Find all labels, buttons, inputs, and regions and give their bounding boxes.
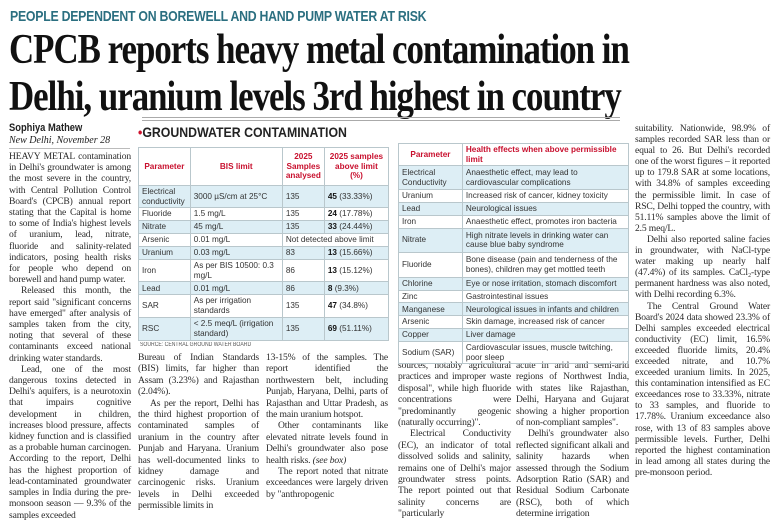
- header-bis-limit: BIS limit: [190, 148, 282, 186]
- cell-health-effect: Anaesthetic effect, may lead to cardiovascular complications: [462, 166, 628, 190]
- table-row: [139, 260, 389, 282]
- cell-parameter: Nitrate: [139, 221, 191, 234]
- article-column-3: [266, 352, 388, 499]
- health-effects-table: [398, 143, 629, 364]
- divider: [142, 117, 620, 121]
- cell-health-effect: Eye or nose irritation, stomach discomfort: [462, 277, 628, 290]
- table-row: [399, 290, 629, 303]
- cell-above: [324, 247, 388, 260]
- count: 13: [327, 265, 337, 275]
- paragraph: 13-15% of the samples. The report identified the northwestern belt, including Punjab, Haryana, Delhi, parts of Rajasthan and Uttar Pradesh, as the main uranium hotspot.: [266, 352, 388, 421]
- percent: (51.11%): [339, 323, 372, 333]
- source-credit: SOURCE: CENTRAL GROUND WATER BOARD: [140, 342, 252, 348]
- cell-limit: 3000 µS/cm at 25°C: [190, 186, 282, 208]
- cell-parameter: Lead: [139, 282, 191, 295]
- percent: (9.3%): [334, 283, 359, 293]
- cell-health-effect: Skin damage, increased risk of cancer: [462, 316, 628, 329]
- cell-samples: 135: [282, 186, 324, 208]
- article-column-4: [398, 360, 511, 520]
- paragraph: HEAVY METAL contamination in Delhi's groundwater is among the most severe in the country, with Central Pollution Control Board's (CPCB) annual report stating that the Capital is home to some of India's highest levels of uranium, lead, nitrate, fluoride and salinity-related indicators, posing health risks for people who depend on borewell and hand pump water.: [9, 151, 131, 286]
- cell-parameter: Fluoride: [399, 252, 463, 277]
- count: 69: [327, 323, 337, 333]
- cell-above: [324, 317, 388, 340]
- article-column-5: [516, 360, 629, 520]
- count: 33: [327, 222, 337, 232]
- count: 8: [327, 283, 333, 293]
- cell-limit: 0.03 mg/L: [190, 247, 282, 260]
- box-title: [138, 124, 347, 140]
- header-parameter: Parameter: [139, 148, 191, 186]
- table-row: [139, 234, 389, 247]
- cell-limit: 1.5 mg/L: [190, 208, 282, 221]
- count: 13: [327, 248, 337, 258]
- cell-above: [324, 186, 388, 208]
- cell-health-effect: Neurological issues in infants and children: [462, 303, 628, 316]
- table-row: [399, 215, 629, 228]
- table-row: [399, 328, 629, 341]
- cell-limit: As per BIS 10500: 0.3 mg/L: [190, 260, 282, 282]
- cell-parameter: Electrical conductivity: [139, 186, 191, 208]
- table-row: [139, 186, 389, 208]
- paragraph: acute in arid and semi-arid regions of Northwest India, with states like Rajasthan, Delhi, Haryana and Gujarat showing a higher proportion of non-compliant samples".: [516, 360, 629, 429]
- headline-line-1: CPCB reports heavy metal contamination in: [9, 27, 629, 73]
- table-row: [139, 282, 389, 295]
- cell-limit: 0.01 mg/L: [190, 234, 282, 247]
- paragraph: Released this month, the report said "significant concerns have emerged" after analysis of samples taken from the city, noting that several of these contaminants exceed national drinking water standards.: [9, 285, 131, 364]
- cell-limit: < 2.5 meq/L (irrigation standard): [190, 317, 282, 340]
- table-row: [399, 252, 629, 277]
- table-row: [139, 295, 389, 317]
- cell-health-effect: High nitrate levels in drinking water can cause blue baby syndrome: [462, 228, 628, 252]
- cell-parameter: Nitrate: [399, 228, 463, 252]
- cell-samples: 83: [282, 247, 324, 260]
- cell-samples: 86: [282, 282, 324, 295]
- table-row: [139, 247, 389, 260]
- cell-parameter: RSC: [139, 317, 191, 340]
- cell-health-effect: Cardiovascular issues, muscle twitching, poor sleep: [462, 341, 628, 363]
- count: 24: [327, 209, 337, 219]
- cell-samples: 135: [282, 317, 324, 340]
- percent: (15.12%): [339, 265, 373, 275]
- percent: (34.8%): [339, 301, 368, 311]
- table-row: [399, 303, 629, 316]
- cell-parameter: Arsenic: [139, 234, 191, 247]
- cell-parameter: Manganese: [399, 303, 463, 316]
- cell-parameter: Iron: [139, 260, 191, 282]
- divider: [9, 148, 130, 149]
- count: 47: [327, 301, 337, 311]
- see-box-note: (see box): [312, 454, 347, 466]
- cell-parameter: Arsenic: [399, 316, 463, 329]
- cell-health-effect: Gastrointestinal issues: [462, 290, 628, 303]
- cell-parameter: Uranium: [399, 190, 463, 203]
- cell-parameter: Electrical Conductivity: [399, 166, 463, 190]
- article-column-1: [9, 151, 131, 521]
- table-row: [399, 166, 629, 190]
- article-column-6: [635, 123, 770, 500]
- paragraph: Bureau of Indian Standards (BIS) limits, far higher than Assam (3.23%) and Rajasthan (2.04%).: [138, 352, 259, 398]
- box-title-text: GROUNDWATER CONTAMINATION: [142, 124, 347, 140]
- cell-health-effect: Anaesthetic effect, promotes iron bacteria: [462, 215, 628, 228]
- table-row: [139, 221, 389, 234]
- cell-above: [324, 221, 388, 234]
- cell-parameter: Zinc: [399, 290, 463, 303]
- table-header-row: [139, 148, 389, 186]
- paragraph: As per the report, Delhi has the third highest proportion of contaminated samples of uranium in the country after Punjab and Haryana. Uranium has well-documented links to kidney damage and carcinogenic risks. Uranium levels in Delhi exceeded permissible limits in: [138, 397, 259, 512]
- count: 45: [327, 191, 337, 201]
- bullet-icon: •: [138, 124, 143, 140]
- paragraph: suitability. Nationwide, 98.9% of samples recorded SAR less than or equal to 26. But Delhi's recorded one of the worst figures – it reported up to 179.8 SAR at some locations, with 34.8% of samples exceeding the permissible limit. In case of RSC, Delhi topped the country, with 51.11% samples above the limit of 2.5 meq/L.: [635, 123, 770, 234]
- paragraph: Lead, one of the most dangerous toxins detected in Delhi's aquifers, is a neurotoxin that impairs cognitive development in children, increases blood pressure, affects kidney function and is classified as a probable human carcinogen. According to the report, Delhi has the highest proportion of lead-contaminated groundwater samples in India during the pre-monsoon season — 9.3% of the samples exceeded: [9, 363, 131, 521]
- cell-samples: 135: [282, 221, 324, 234]
- article-column-2: [138, 352, 259, 512]
- table-row: [399, 228, 629, 252]
- cell-above: [324, 260, 388, 282]
- paragraph: sources, notably agricultural practices and improper waste disposal", while high fluoride concentrations were "predominantly geogenic (naturally occurring)".: [398, 360, 511, 429]
- table-header-row: [399, 144, 629, 166]
- cell-samples: 135: [282, 295, 324, 317]
- cell-limit: 0.01 mg/L: [190, 282, 282, 295]
- paragraph: The report noted that nitrate exceedances were largely driven by "anthropogenic: [266, 466, 388, 500]
- cell-health-effect: Bone disease (pain and tenderness of the bones), children may get mottled teeth: [462, 252, 628, 277]
- cell-samples: 86: [282, 260, 324, 282]
- cell-limit: 45 mg/L: [190, 221, 282, 234]
- header-health-effects: Health effects when above permissible limit: [462, 144, 628, 166]
- percent: (33.33%): [339, 191, 373, 201]
- percent: (24.44%): [339, 222, 373, 232]
- cell-parameter: Lead: [399, 203, 463, 216]
- header-parameter: Parameter: [399, 144, 463, 166]
- kicker: PEOPLE DEPENDENT ON BOREWELL AND HAND PUMP WATER AT RISK: [10, 8, 427, 25]
- headline-line-2: Delhi, uranium levels 3rd highest in country: [9, 74, 621, 120]
- cell-parameter: Chlorine: [399, 277, 463, 290]
- cell-health-effect: Neurological issues: [462, 203, 628, 216]
- cell-above: [324, 282, 388, 295]
- cell-samples: 135: [282, 208, 324, 221]
- table-row: [139, 317, 389, 340]
- percent: (17.78%): [339, 209, 373, 219]
- paragraph: Delhi's groundwater also reflected significant alkali and salinity hazards when assessed through the Sodium Adsorption Ratio (SAR) and Residual Sodium Carbonate (RSC), both of which determine irrigation: [516, 428, 629, 520]
- paragraph: The Central Ground Water Board's 2024 data showed 23.3% of Delhi samples exceeded electrical conductivity (EC) limit, 16.5% exceeded fluoride limits, 20.4% exceeded nitrate, and 10.7% exceeded uranium limits. In 2025, this contamination intensified as EC exceedances rose to 33.33%, nitrate to 33 samples, and fluoride to 17.78%. Uranium exceedance also rose, with 13 of 83 samples above permissible levels. Further, Delhi reported the highest contamination in lead among all states during the pre-monsoon period.: [635, 300, 770, 478]
- cell-parameter: Sodium (SAR): [399, 341, 463, 363]
- percent: (15.66%): [339, 248, 373, 258]
- cell-note: Not detected above limit: [282, 234, 388, 247]
- table-row: [399, 277, 629, 290]
- dateline: New Delhi, November 28: [9, 135, 111, 146]
- header-above-limit: 2025 samples above limit (%): [324, 148, 388, 186]
- table-row: [399, 190, 629, 203]
- cell-health-effect: Increased risk of cancer, kidney toxicity: [462, 190, 628, 203]
- table-row: [399, 341, 629, 363]
- byline: Sophiya Mathew: [9, 122, 83, 134]
- cell-above: [324, 208, 388, 221]
- cell-parameter: Copper: [399, 328, 463, 341]
- paragraph: Other contaminants like elevated nitrate levels found in Delhi's groundwater also pose health risks.: [266, 420, 388, 466]
- cell-parameter: Iron: [399, 215, 463, 228]
- cell-health-effect: Liver damage: [462, 328, 628, 341]
- table-row: [399, 203, 629, 216]
- cell-limit: As per irrigation standards: [190, 295, 282, 317]
- cell-parameter: SAR: [139, 295, 191, 317]
- table-row: [399, 316, 629, 329]
- cell-parameter: Fluoride: [139, 208, 191, 221]
- header-samples: 2025 Samples analysed: [282, 148, 324, 186]
- table-row: [139, 208, 389, 221]
- cell-parameter: Uranium: [139, 247, 191, 260]
- bis-limits-table: [138, 147, 389, 341]
- paragraph: Electrical Conductivity (EC), an indicator of total dissolved solids and salinity, remains one of Delhi's major groundwater stress points. The report pointed out that salinity concerns are "particularly: [398, 428, 511, 520]
- paragraph: Delhi also reported saline facies in groundwater, with NaCl-type water making up nearly half (47.4%) of its samples. CaCl₂-type permanent hardness was also noted, with Delhi recording 6.3%.: [635, 233, 770, 301]
- cell-above: [324, 295, 388, 317]
